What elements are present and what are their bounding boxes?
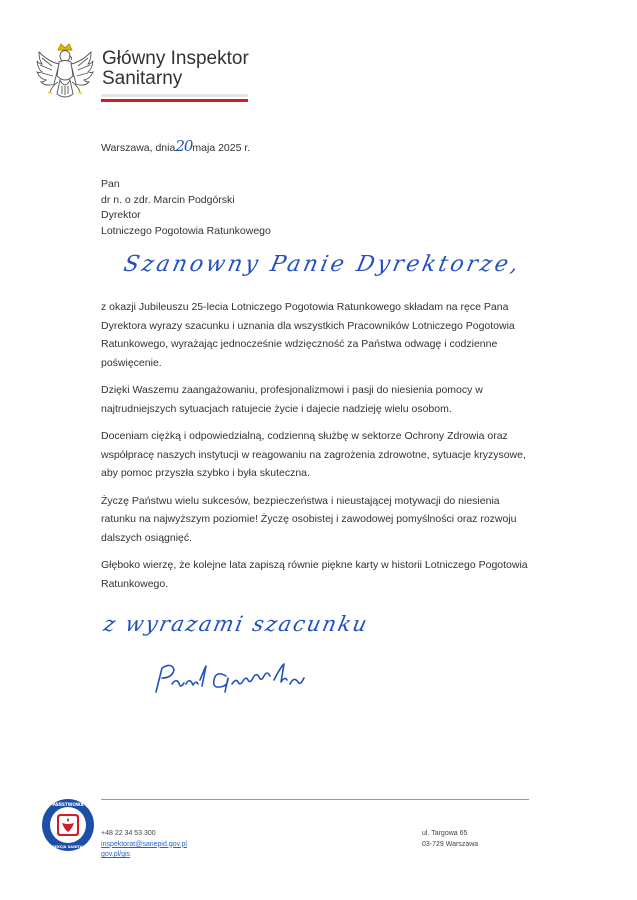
addressee-block (101, 177, 271, 239)
svg-text:INSPEKCJA SANITARNA: INSPEKCJA SANITARNA (45, 845, 91, 849)
sanitary-inspection-badge-icon (40, 797, 96, 853)
handwritten-salutation: Szanowny Panie Dyrektorze, (121, 252, 524, 277)
address-block (422, 829, 478, 850)
address-city: 03-729 Warszawa (422, 840, 479, 848)
body-paragraph: Dzięki Waszemu zaangażowaniu, profesjonalizmowi i pasji do niesienia pomocy w najtrudniejszych sytuacjach ratujecie życie i dajecie nadzieję wielu osobom. (101, 384, 483, 415)
body-paragraph: Doceniam ciężką i odpowiedzialną, codzienną służbę w sektorze Ochrony Zdrowia oraz współpracę naszych instytucji w reagowaniu na zagrożenia zdrowotne, sytuacje kryzysowe, aby pomoc przyszła szybko i była skuteczna. (101, 430, 526, 479)
title-line-2: Sanitarny (102, 68, 183, 89)
svg-text:PAŃSTWOWA: PAŃSTWOWA (52, 802, 84, 807)
footer-divider (101, 799, 529, 800)
handwritten-signature (150, 654, 325, 700)
flag-stripe-red (101, 99, 248, 102)
date-day: 20 (175, 137, 193, 155)
addressee-line: Dyrektor (101, 209, 141, 221)
flag-stripe-white (101, 94, 248, 97)
addressee-line: Pan (101, 178, 120, 190)
title-line-1: Główny Inspektor (102, 48, 249, 69)
handwritten-closing: z wyrazami szacunku (101, 612, 372, 636)
letter-body (101, 298, 531, 602)
email-link[interactable]: inspektorat@sanepid.gov.pl (101, 840, 187, 848)
date-suffix: maja 2025 r. (192, 142, 251, 154)
date-prefix: Warszawa, dnia (101, 142, 176, 154)
date-line (101, 137, 250, 155)
contact-block (101, 829, 187, 861)
body-paragraph: Życzę Państwu wielu sukcesów, bezpieczeństwa i nieustającej motywacji do niesienia ratunku na najwyższym poziomie! Życzę osobistej i zawodowej pomyślności oraz rozwoju dalszych osiągnięć. (101, 494, 517, 544)
page-title (102, 49, 249, 89)
body-paragraph: Głęboko wierzę, że kolejne lata zapiszą równie piękne karty w historii Lotniczego Pogotowia Ratunkowego. (101, 559, 528, 590)
polish-eagle-icon (34, 40, 96, 112)
addressee-line: dr n. o zdr. Marcin Podgórski (101, 193, 235, 206)
address-street: ul. Targowa 65 (422, 830, 468, 837)
phone-number: +48 22 34 53 300 (101, 830, 156, 837)
body-paragraph: z okazji Jubileuszu 25-lecia Lotniczego Pogotowia Ratunkowego składam na ręce Pana Dyrektora wyrazy szacunku i uznania dla wszystkich Pracowników Lotniczego Pogotowia Ratunkowego, wyrażając jednocześnie wdzięczność za Państwa odwagę i codzienne poświęcenie. (101, 301, 515, 369)
website-link[interactable]: gov.pl/gis (101, 851, 131, 858)
addressee-line: Lotniczego Pogotowia Ratunkowego (101, 224, 271, 237)
